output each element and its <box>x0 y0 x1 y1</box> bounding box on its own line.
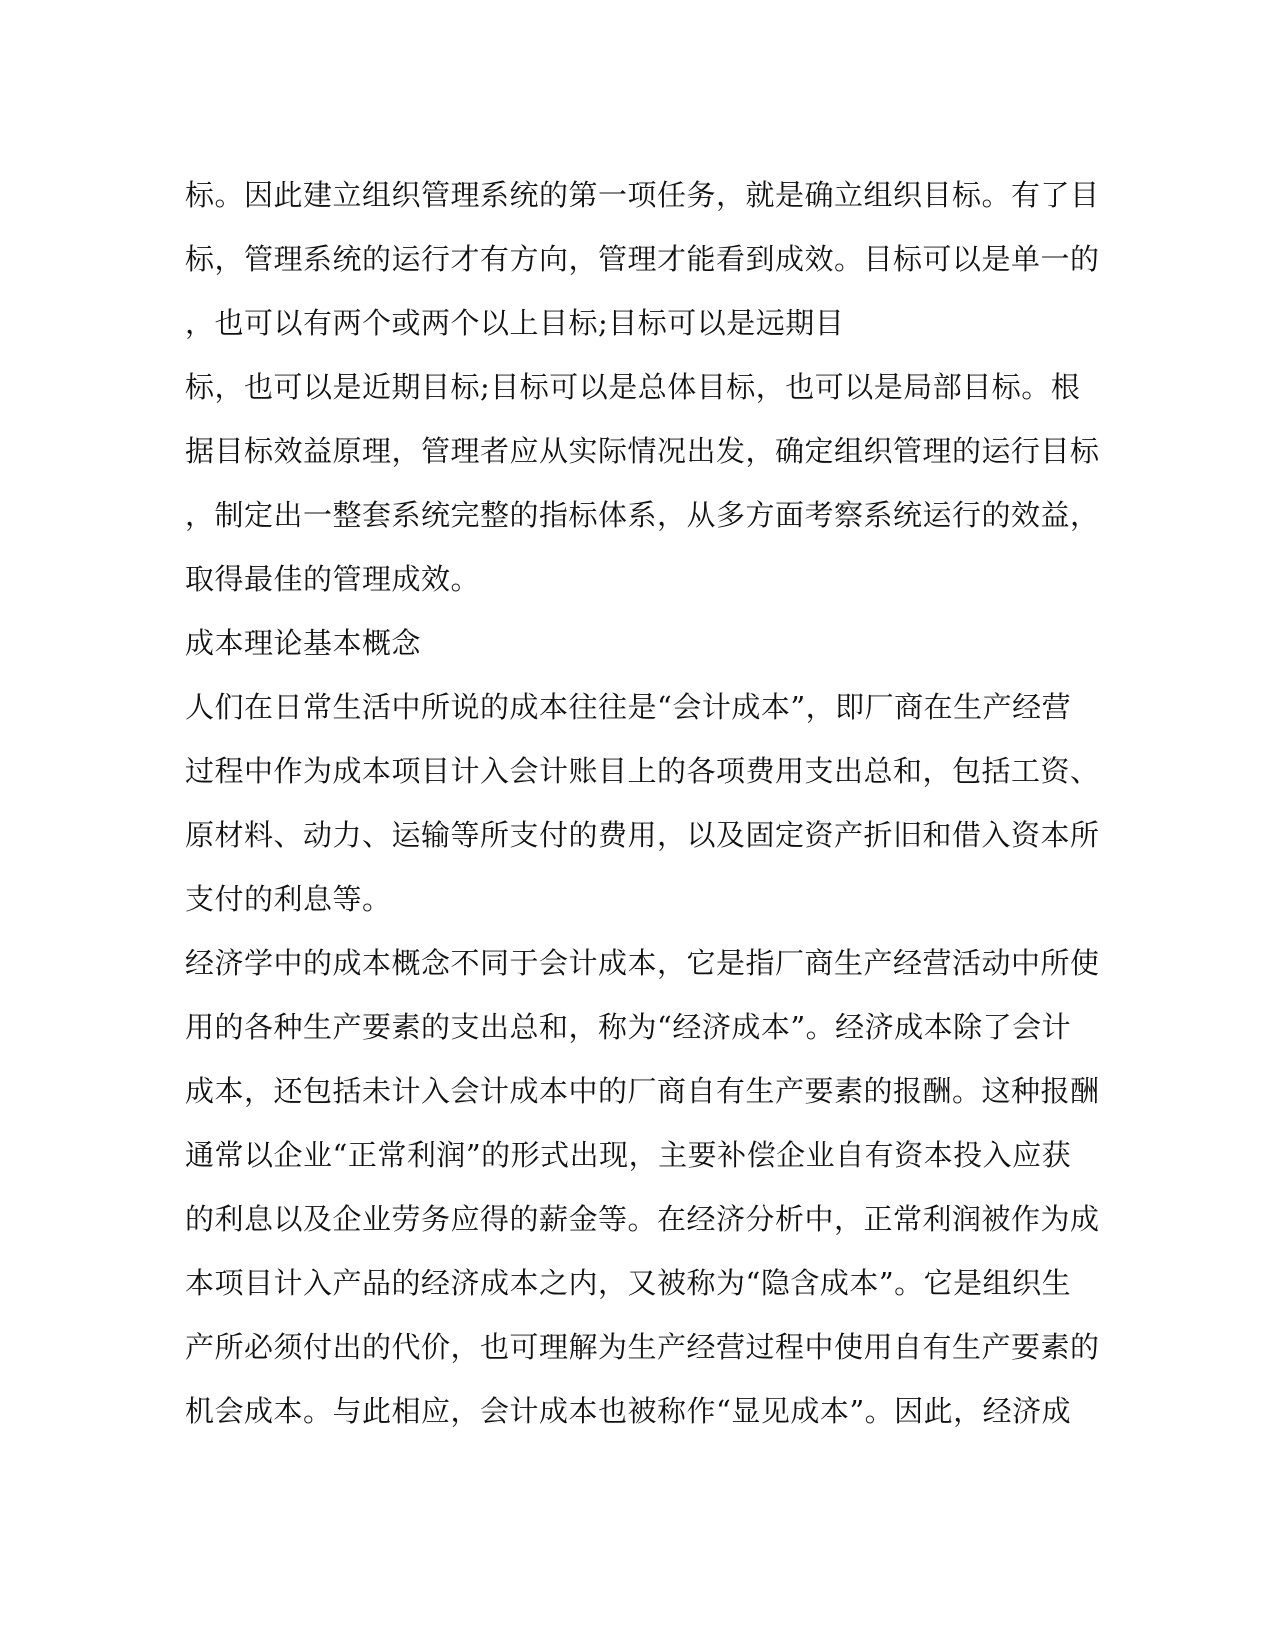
text-line: 取得最佳的管理成效。 <box>185 562 481 596</box>
text-line: 的利息以及企业劳务应得的薪金等。在经济分析中，正常利润被作为成 <box>185 1202 1100 1236</box>
text-line: ，也可以有两个或两个以上目标;目标可以是远期目 <box>185 306 845 340</box>
text-line: 原材料、动力、运输等所支付的费用，以及固定资产折旧和借入资本所 <box>185 818 1100 852</box>
text-line: 标，也可以是近期目标;目标可以是总体目标，也可以是局部目标。根 <box>185 370 1081 404</box>
text-line: 成本，还包括未计入会计成本中的厂商自有生产要素的报酬。这种报酬 <box>185 1074 1100 1108</box>
text-line: 产所必须付出的代价，也可理解为生产经营过程中使用自有生产要素的 <box>185 1330 1100 1364</box>
text-line: 通常以企业“正常利润”的形式出现，主要补偿企业自有资本投入应获 <box>185 1138 1072 1172</box>
section-heading: 成本理论基本概念 <box>185 626 422 660</box>
text-line: 人们在日常生活中所说的成本往往是“会计成本”，即厂商在生产经营 <box>185 690 1072 724</box>
text-line: 经济学中的成本概念不同于会计成本，它是指厂商生产经营活动中所使 <box>185 946 1100 980</box>
text-line: 本项目计入产品的经济成本之内，又被称为“隐含成本”。它是组织生 <box>185 1266 1072 1300</box>
text-line: 支付的利息等。 <box>185 882 392 916</box>
text-line: ，制定出一整套系统完整的指标体系，从多方面考察系统运行的效益， <box>185 498 1100 532</box>
text-line: 用的各种生产要素的支出总和，称为“经济成本”。经济成本除了会计 <box>185 1010 1072 1044</box>
document-body <box>185 163 1100 1443</box>
text-line: 机会成本。与此相应，会计成本也被称作“显见成本”。因此，经济成 <box>185 1394 1072 1428</box>
text-line: 标。因此建立组织管理系统的第一项任务，就是确立组织目标。有了目 <box>185 178 1100 212</box>
text-line: 据目标效益原理，管理者应从实际情况出发，确定组织管理的运行目标 <box>185 434 1100 468</box>
text-line: 过程中作为成本项目计入会计账目上的各项费用支出总和，包括工资、 <box>185 754 1100 788</box>
text-line: 标，管理系统的运行才有方向，管理才能看到成效。目标可以是单一的 <box>185 242 1100 276</box>
